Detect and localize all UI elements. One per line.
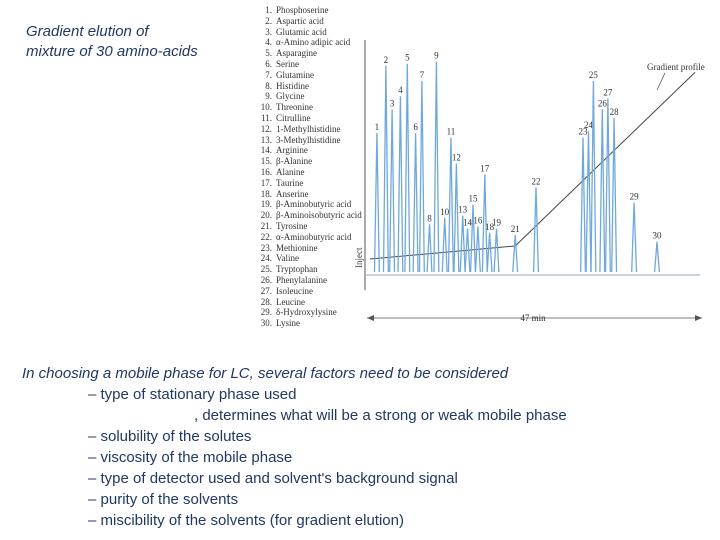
- legend-item-number: 24.: [260, 253, 272, 264]
- chromatogram-peak: [591, 81, 596, 272]
- legend-item-name: Citrulline: [276, 112, 311, 123]
- body-item-strong-weak: , determines what will be a strong or weak mobile phase: [194, 407, 567, 424]
- peak-label: 6: [413, 122, 418, 133]
- legend-item-number: 30.: [260, 318, 272, 329]
- legend-item-name: α-Amino adipic acid: [276, 37, 351, 48]
- legend-item-number: 14.: [260, 145, 272, 156]
- peak-label: 27: [603, 87, 613, 98]
- peak-label: 17: [480, 163, 490, 174]
- chromatogram-peak: [513, 235, 518, 272]
- body-item-miscibility: – miscibility of the solvents (for gradient elution): [88, 512, 404, 529]
- chromatogram-peak: [442, 218, 447, 272]
- chromatogram-peak: [534, 187, 539, 272]
- legend-item-name: Alanine: [276, 166, 305, 177]
- legend-item-number: 17.: [260, 177, 272, 188]
- chromatogram-peak: [612, 118, 617, 272]
- duration-arrow-head-right: [695, 315, 702, 321]
- legend-item-number: 19.: [260, 199, 272, 210]
- chromatogram-peak: [398, 96, 403, 272]
- peak-label: 25: [588, 70, 598, 81]
- legend-item-number: 13.: [260, 134, 272, 145]
- body-item-viscosity: – viscosity of the mobile phase: [88, 449, 293, 466]
- peak-label: 23: [578, 126, 588, 137]
- legend-item-number: 15.: [260, 156, 272, 167]
- legend-item-name: Serine: [276, 58, 299, 69]
- legend-item-number: 7.: [265, 69, 272, 80]
- peak-label: 24: [584, 119, 594, 130]
- title-line-2: mixture of 30 amino-acids: [26, 43, 198, 60]
- peak-label: 2: [383, 54, 389, 65]
- legend-item-name: Isoleucine: [276, 285, 313, 296]
- chromatogram-peak: [581, 138, 586, 273]
- legend-item-number: 27.: [260, 285, 272, 296]
- legend-item-name: Glutamic acid: [276, 26, 327, 37]
- legend-item-name: Glutamine: [276, 69, 314, 80]
- legend-item-name: β-Aminobutyric acid: [276, 199, 352, 210]
- gradient-profile-line: [370, 72, 695, 259]
- legend-item-number: 20.: [260, 210, 272, 221]
- chromatogram: [345, 40, 715, 330]
- chromatogram-peak: [487, 233, 492, 272]
- legend-item-name: δ-Hydroxylysine: [276, 307, 337, 318]
- legend-item-number: 22.: [260, 231, 272, 242]
- legend-item-number: 28.: [260, 296, 272, 307]
- chromatogram-peak: [420, 81, 425, 272]
- duration-label: 47 min: [520, 313, 546, 323]
- legend-item-name: β-Aminoisobutyric acid: [276, 210, 362, 221]
- legend-item-number: 10.: [260, 102, 272, 113]
- chromatogram-peak: [586, 131, 591, 272]
- peak-label: 22: [531, 176, 541, 187]
- legend-item-name: Threonine: [276, 102, 313, 113]
- title-line-1: Gradient elution of: [26, 23, 149, 40]
- legend-item-number: 9.: [265, 91, 272, 102]
- legend-item-name: Lysine: [276, 318, 300, 329]
- legend-item-name: Methionine: [276, 242, 318, 253]
- peak-label: 10: [440, 206, 450, 217]
- peak-label: 21: [510, 224, 520, 235]
- legend-item-number: 18.: [260, 188, 272, 199]
- peak-label: 19: [492, 217, 502, 228]
- peak-label: 12: [451, 152, 461, 163]
- peak-label: 5: [405, 52, 410, 63]
- legend-item-name: Tyrosine: [276, 220, 308, 231]
- chromatogram-peak: [606, 98, 611, 272]
- legend-item-name: Anserine: [276, 188, 309, 199]
- legend-item-number: 4.: [265, 37, 272, 48]
- chromatogram-peak: [384, 66, 389, 272]
- peak-label: 9: [434, 50, 439, 61]
- body-item-detector: – type of detector used and solvent's background signal: [88, 470, 458, 487]
- peak-label: 30: [652, 230, 662, 241]
- legend-item-number: 2.: [265, 15, 272, 26]
- gradient-profile-pointer: [657, 73, 665, 90]
- legend-item-number: 21.: [260, 220, 272, 231]
- legend-item-name: Phenylalanine: [276, 274, 327, 285]
- chromatogram-peak: [454, 164, 459, 273]
- chromatogram-peak: [494, 229, 499, 272]
- legend-item-number: 8.: [265, 80, 272, 91]
- legend-item-name: Taurine: [276, 177, 304, 188]
- legend-item-name: Glycine: [276, 91, 305, 102]
- legend-item-number: 16.: [260, 166, 272, 177]
- peak-label: 16: [473, 215, 483, 226]
- peak-label: 26: [597, 98, 607, 109]
- legend-item-name: Arginine: [276, 145, 308, 156]
- legend-item: [256, 5, 366, 16]
- legend-item: [256, 16, 366, 27]
- body-item-stationary-phase: – type of stationary phase used: [88, 386, 297, 403]
- legend-item-name: 1-Methylhistidine: [276, 123, 341, 134]
- legend-item-number: 1.: [265, 5, 272, 15]
- inject-label: Inject: [354, 247, 364, 268]
- legend-item: [256, 27, 366, 38]
- peak-label: 4: [398, 85, 403, 96]
- chromatogram-peak: [427, 224, 432, 272]
- legend-item-name: Histidine: [276, 80, 309, 91]
- peak-label: 14: [463, 217, 472, 228]
- chromatogram-peak: [434, 62, 439, 273]
- peak-label: 13: [458, 204, 468, 215]
- legend-item-name: Tryptophan: [276, 264, 318, 275]
- peak-label: 15: [468, 193, 478, 204]
- chromatogram-peak: [405, 64, 410, 272]
- chromatogram-peak: [600, 109, 605, 272]
- legend-item-name: Valine: [276, 253, 299, 264]
- peak-label: 18: [485, 221, 495, 232]
- legend-item-number: 3.: [265, 26, 272, 37]
- legend-item-number: 25.: [260, 264, 272, 275]
- peak-label: 7: [419, 70, 425, 81]
- legend-item-name: Leucine: [276, 296, 305, 307]
- body-text: [22, 363, 712, 531]
- peak-label: 28: [609, 106, 619, 117]
- body-lead: In choosing a mobile phase for LC, several factors need to be considered: [22, 365, 509, 382]
- peak-label: 29: [629, 191, 639, 202]
- chromatogram-peak: [413, 133, 418, 272]
- legend-item-number: 29.: [260, 307, 272, 318]
- chromatogram-peak: [655, 242, 660, 272]
- body-item-solubility: – solubility of the solutes: [88, 428, 252, 445]
- peak-label: 11: [446, 126, 456, 137]
- gradient-profile-label: Gradient profile: [647, 62, 705, 72]
- legend-item-name: β-Alanine: [276, 156, 313, 167]
- peak-label: 8: [427, 213, 432, 224]
- legend-item-name: 3-Methylhistidine: [276, 134, 341, 145]
- legend-item-number: 5.: [265, 48, 272, 59]
- legend-item-name: Phosphoserine: [276, 5, 329, 15]
- chromatogram-peak: [390, 109, 395, 272]
- legend-item-number: 12.: [260, 123, 272, 134]
- figure-title: [26, 22, 198, 62]
- legend-item-number: 6.: [265, 58, 272, 69]
- legend-item-number: 23.: [260, 242, 272, 253]
- legend-item-name: Aspartic acid: [276, 15, 324, 26]
- chromatogram-peak: [375, 133, 380, 272]
- duration-arrow-head-left: [367, 315, 374, 321]
- chromatogram-peak: [632, 203, 637, 272]
- legend-item-name: Asparagine: [276, 48, 317, 59]
- peak-label: 3: [389, 98, 395, 109]
- legend-item-number: 11.: [261, 112, 272, 123]
- legend-item-number: 26.: [260, 274, 272, 285]
- body-item-purity: – purity of the solvents: [88, 491, 239, 508]
- legend-item-name: α-Aminobutyric acid: [276, 231, 352, 242]
- peak-label: 1: [374, 122, 380, 133]
